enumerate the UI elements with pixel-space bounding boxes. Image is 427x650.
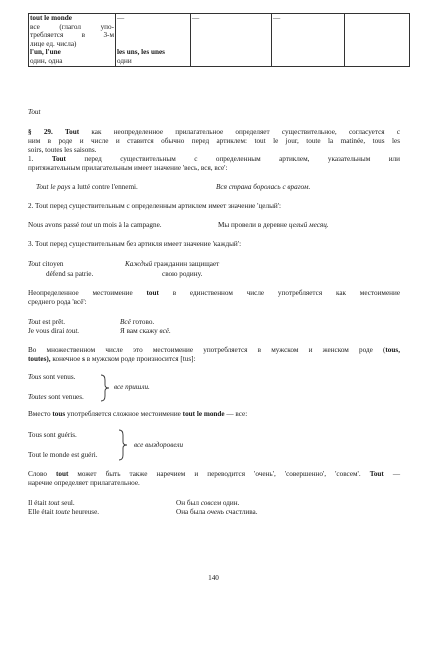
keyword: tout: [146, 289, 159, 297]
paragraph-line: soirs, toutes les saisons.: [28, 146, 97, 154]
section-number: § 29.: [28, 128, 53, 136]
text: un mois à la campagne.: [93, 221, 162, 229]
text: очень: [207, 508, 224, 516]
keyword: toutes),: [28, 355, 51, 363]
keyword: Tout: [369, 470, 384, 478]
table-cell: [191, 14, 272, 67]
keyword: tous: [52, 410, 66, 418]
example-fr: [28, 499, 75, 508]
text: Tout: [28, 318, 41, 326]
keyword: s: [82, 355, 85, 363]
paragraph-line: [28, 128, 400, 137]
example-fr: Tous sont guéris.: [28, 431, 77, 439]
paragraph-line: ним в роде и числе и ставится обычно перед артиклем: tout le jour, toute la matinée, tous les: [28, 137, 400, 145]
paragraph-line: 2. Tout перед существительным с определенным артиклем имеет значение 'целый':: [28, 202, 282, 210]
text: Tout le pays: [36, 183, 71, 191]
text: Каждый: [125, 260, 153, 268]
text: Вместо: [28, 410, 51, 418]
example-fr: défend sa patrie.: [46, 270, 94, 278]
table-dash: —: [192, 14, 200, 22]
table-text: один, одна: [30, 56, 63, 65]
table-text: одни: [117, 56, 132, 65]
paragraph-line: [28, 355, 196, 364]
keyword: tous,: [385, 346, 400, 354]
text: в единственном числе употребляется как местоимение: [172, 289, 401, 297]
continuation-table: [28, 13, 410, 67]
text: как неопределенное прилагательное определяет существительное, согласуется с: [91, 128, 401, 136]
example-ru: [125, 260, 219, 269]
text: tout.: [66, 327, 80, 335]
text: sont venues.: [48, 393, 84, 401]
text: Она была: [176, 508, 206, 516]
paragraph-line: [28, 470, 400, 479]
keyword: Tout: [65, 128, 80, 136]
table-cell: [29, 14, 116, 67]
text: Всё: [120, 318, 131, 326]
text: перед существительным с определенным артиклем, указательным или: [84, 155, 400, 163]
keyword: tout: [55, 470, 69, 478]
text: Nous avons passé: [28, 221, 80, 229]
example-fr: [28, 393, 84, 402]
text: 1.: [28, 155, 34, 163]
example-ru: [120, 318, 154, 327]
text: Toutes: [28, 393, 47, 401]
example-fr: Tout le monde est guéri.: [28, 451, 98, 459]
table-text: все (глагол упо-: [30, 22, 114, 31]
table-head-text: tout le monde: [30, 14, 72, 22]
text: один.: [222, 499, 240, 507]
text: Мы провели в деревне: [218, 221, 288, 229]
text: est prêt.: [42, 318, 66, 326]
paragraph-line: [28, 155, 400, 164]
paragraph-line: [28, 410, 247, 419]
example-ru: [120, 327, 171, 336]
text: Elle était: [28, 508, 54, 516]
example-fr: [28, 221, 162, 230]
section-heading: Tout: [28, 108, 41, 116]
text: tout: [48, 499, 60, 507]
brace-icon: [118, 429, 128, 461]
example-fr: [28, 318, 65, 327]
text: Неопределенное местоимение: [28, 289, 133, 297]
example-fr: [28, 508, 99, 517]
table-cell: [116, 14, 191, 67]
text: sont venus.: [43, 373, 76, 381]
text: готово.: [132, 318, 155, 326]
keyword: tout le monde: [182, 410, 225, 418]
text: Он был: [176, 499, 199, 507]
table-text: требляется в 3-м: [30, 31, 114, 40]
text: toute: [55, 508, 70, 516]
text: целый месяц.: [288, 221, 329, 229]
example-fr: [28, 260, 63, 269]
text: Il était: [28, 499, 47, 507]
text: Во множественном числе это местоимение употребляется в мужском и женском роде (: [28, 346, 386, 354]
table-cell: [272, 14, 345, 67]
brace-icon: [100, 374, 110, 402]
text: счастлива.: [225, 508, 258, 516]
text: всё.: [159, 327, 171, 335]
example-fr: [28, 327, 79, 336]
example-ru: [176, 499, 239, 508]
example-fr: [28, 373, 75, 382]
text: в мужском роде произносится [tus]:: [86, 355, 196, 363]
text: Je vous dirai: [28, 327, 65, 335]
text: совсем: [200, 499, 222, 507]
text: Tous: [28, 373, 42, 381]
table-head-text: l'un, l'une: [30, 48, 61, 57]
paragraph-line: 3. Tout перед существительным без артикля имеет значение 'каждый':: [28, 240, 242, 248]
paragraph-line: [28, 346, 400, 355]
text: seul.: [61, 499, 75, 507]
paragraph-line: наречие определяет прилагательное.: [28, 479, 140, 487]
text: heureuse.: [71, 508, 100, 516]
text: Tout: [28, 260, 41, 268]
text: tout: [80, 221, 93, 229]
paragraph-line: [28, 289, 400, 298]
text: —: [392, 470, 401, 478]
example-ru: [176, 508, 258, 517]
text: Я вам скажу: [120, 327, 158, 335]
example-ru: все выздоровели: [134, 441, 184, 449]
table-dash: —: [273, 14, 281, 22]
text: конечное: [52, 355, 81, 363]
page-number: 140: [208, 574, 219, 582]
text: гражданин защищает: [153, 260, 220, 268]
text: Слово: [28, 470, 47, 478]
table-dash: —: [117, 14, 125, 22]
table-cell: [345, 14, 410, 67]
example-ru: Вся страна боролась с врагом.: [216, 183, 311, 191]
text: a lutté contre l'ennemi.: [72, 183, 138, 191]
example-ru: [218, 221, 329, 230]
paragraph-line: среднего рода 'всё':: [28, 298, 87, 306]
text: citoyen: [42, 260, 64, 268]
example-ru: все пришли.: [114, 383, 150, 391]
text: — все:: [226, 410, 248, 418]
example-ru: свою родину.: [162, 270, 203, 278]
example-fr: [36, 183, 138, 192]
text: употребляется сложное местоимение: [66, 410, 181, 418]
table-text: лице ед. числа): [30, 39, 77, 48]
keyword: Tout: [51, 155, 66, 163]
table-head-text: les uns, les unes: [117, 48, 165, 57]
text: может быть также наречием и переводится 'очень', 'совершенно', 'совсем'.: [77, 470, 361, 478]
paragraph-line: притяжательным прилагательным имеет значение 'весь, вся, все':: [28, 164, 228, 172]
